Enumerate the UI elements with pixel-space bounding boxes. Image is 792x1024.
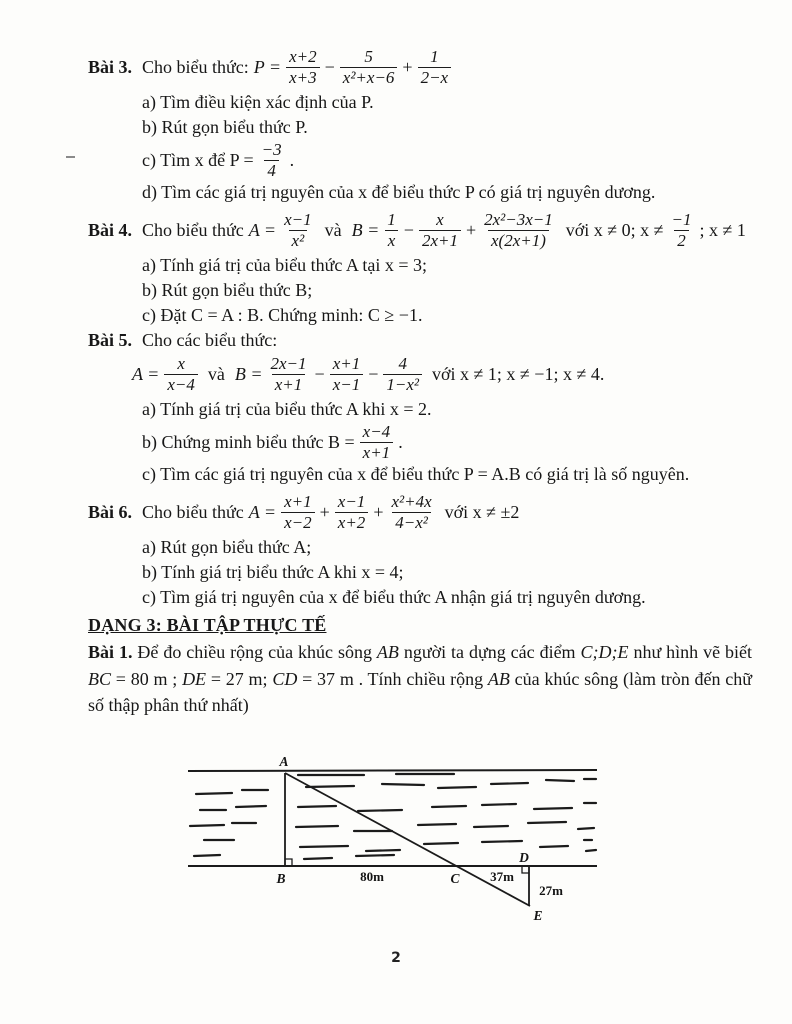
fraction — [388, 492, 434, 531]
fraction — [286, 47, 320, 86]
fraction-numerator: 1 — [430, 47, 439, 67]
fraction-denominator: x — [385, 230, 399, 250]
math-operator: − — [314, 363, 325, 384]
math-operator: + — [319, 501, 330, 522]
math-condition: ; x ≠ 1 — [699, 219, 746, 240]
exercise-5-item-a: a) Tính giá trị của biểu thức A khi x = 2. — [142, 399, 432, 419]
exercise-3-intro: Cho biểu thức: — [142, 56, 249, 77]
exercise-3-item-d: d) Tìm các giá trị nguyên của x để biểu thức P có giá trị nguyên dương. — [142, 182, 656, 202]
exercise-4-item-a: a) Tính giá trị của biểu thức A tại x = 3; — [142, 255, 428, 275]
exercise-3-item-b: b) Rút gọn biểu thức P. — [142, 117, 308, 137]
fraction-numerator: −1 — [671, 210, 692, 230]
math-var: BC — [88, 668, 112, 689]
exercise-5-items — [142, 397, 752, 487]
exercise-4-statement — [88, 207, 752, 253]
fraction-denominator: x−4 — [164, 374, 198, 394]
fraction-denominator: x+2 — [335, 512, 369, 532]
label-de-27m: 27m — [539, 883, 563, 898]
river-bank-top-line — [188, 770, 597, 771]
fraction-denominator: 2 — [674, 230, 689, 250]
math-var: CD — [272, 668, 298, 689]
exercise-4-item-b: b) Rút gọn biểu thức B; — [142, 280, 313, 300]
exercise-6-item-c: c) Tìm giá trị nguyên của x để biểu thức A nhận giá trị nguyên dương. — [142, 587, 646, 607]
exercise-6-intro: Cho biểu thức — [142, 501, 244, 522]
problem-text: như hình vẽ biết — [628, 642, 752, 662]
exercise-4-label: Bài 4. — [88, 219, 133, 240]
fraction-numerator: 2x²−3x−1 — [484, 210, 553, 230]
fraction-denominator: 4−x² — [392, 512, 431, 532]
point-label-e: E — [533, 908, 543, 923]
fraction-numerator: x+1 — [332, 354, 361, 374]
fraction-numerator: 2x−1 — [270, 354, 307, 374]
point-label-a: A — [279, 754, 289, 769]
math-operator: − — [324, 56, 335, 77]
problem-text: người ta dựng các điểm — [398, 642, 581, 662]
math-connector: và — [324, 219, 342, 240]
fraction — [330, 354, 364, 393]
section-heading-dang-3: DẠNG 3: BÀI TẬP THỰC TẾ — [88, 615, 327, 635]
exercise-5-statement — [88, 330, 752, 351]
math-condition: với x ≠ 0; x ≠ — [565, 219, 664, 240]
fraction-numerator: −3 — [261, 140, 282, 160]
fraction-numerator: x — [177, 354, 185, 374]
problem-label: Bài 1. — [88, 642, 133, 662]
item-text: c) Tìm x để P = — [142, 149, 254, 170]
page-number: 2 — [391, 950, 401, 966]
scan-artifact-dash — [66, 156, 75, 158]
math-token: A = — [132, 363, 160, 384]
exercise-6 — [88, 489, 752, 610]
fraction-denominator: x+3 — [286, 67, 320, 87]
fraction — [281, 210, 315, 249]
exercise-5-item-b — [142, 422, 752, 462]
exercise-6-label: Bài 6. — [88, 501, 133, 522]
exercise-5-item-c: c) Tìm các giá trị nguyên của x để biểu thức P = A.B có giá trị là số nguyên. — [142, 464, 690, 484]
fraction-denominator: 2−x — [418, 67, 452, 87]
problem-text: = 37 m . Tính chiều rộng — [297, 668, 488, 689]
problem-text: của khúc sông (làm tròn đến chữ số thập phân thứ nhất) — [88, 668, 753, 715]
math-var: C;D;E — [580, 642, 629, 662]
worksheet-content — [88, 44, 752, 737]
math-token: A = — [248, 219, 277, 240]
label-cd-37m: 37m — [490, 869, 514, 884]
math-var: DE — [182, 668, 207, 689]
exercise-3 — [88, 44, 752, 205]
problem-text: = 80 m ; — [111, 668, 183, 689]
exercise-4-intro: Cho biểu thức — [142, 219, 244, 240]
fraction-denominator: x² — [289, 230, 308, 250]
fraction — [335, 492, 369, 531]
item-text: b) Chứng minh biểu thức B = — [142, 431, 355, 452]
fraction-numerator: x+2 — [289, 47, 317, 67]
fraction — [164, 354, 198, 393]
fraction — [383, 354, 422, 393]
water-dashes — [190, 774, 596, 859]
fraction-denominator: x(2x+1) — [488, 230, 549, 250]
word-problem-bai-1 — [88, 639, 752, 719]
exercise-3-item-a: a) Tìm điều kiện xác định của P. — [142, 92, 374, 112]
math-operator: + — [402, 56, 413, 77]
fraction-numerator: x−1 — [337, 492, 366, 512]
fraction-denominator: x²+x−6 — [340, 67, 398, 87]
exercise-6-item-a: a) Rút gọn biểu thức A; — [142, 537, 312, 557]
math-operator: + — [373, 501, 384, 522]
exercise-3-label: Bài 3. — [88, 56, 133, 77]
fraction-denominator: x+1 — [360, 442, 394, 462]
fraction-numerator: 4 — [398, 354, 407, 374]
fraction-numerator: 5 — [364, 47, 373, 67]
math-operator: − — [403, 219, 414, 240]
fraction-numerator: x²+4x — [391, 492, 432, 512]
point-label-b: B — [276, 871, 286, 886]
fraction — [481, 210, 556, 249]
fraction-denominator: 4 — [264, 160, 279, 180]
fraction-numerator: 1 — [387, 210, 396, 230]
right-angle-mark-b — [285, 859, 292, 866]
fraction-numerator: x−4 — [362, 422, 391, 442]
fraction — [340, 47, 398, 86]
exercise-5 — [88, 330, 752, 487]
fraction — [418, 47, 452, 86]
fraction-denominator: x−1 — [330, 374, 364, 394]
fraction — [669, 210, 695, 249]
fraction-denominator: 1−x² — [383, 374, 422, 394]
math-condition: với x ≠ ±2 — [444, 501, 520, 522]
math-operator: + — [465, 219, 477, 240]
exercise-4-items — [142, 253, 752, 328]
fraction-denominator: 2x+1 — [419, 230, 461, 250]
fraction-numerator: x−1 — [284, 210, 312, 230]
fraction-numerator: x — [436, 210, 444, 230]
exercise-3-item-c — [142, 140, 752, 180]
exercise-3-items — [142, 90, 752, 205]
fraction — [384, 210, 399, 249]
right-angle-mark-d — [522, 866, 529, 873]
fraction — [281, 492, 315, 531]
exercise-5-label: Bài 5. — [88, 330, 133, 350]
point-label-d: D — [519, 850, 529, 865]
exercise-6-statement — [88, 489, 752, 535]
math-token: B = — [234, 363, 263, 384]
math-operator: − — [368, 363, 379, 384]
exercise-3-statement — [88, 44, 752, 90]
point-label-c: C — [450, 871, 460, 886]
math-var: AB — [487, 668, 510, 689]
exercise-6-item-b: b) Tính giá trị biểu thức A khi x = 4; — [142, 562, 404, 582]
label-bc-80m: 80m — [360, 869, 384, 884]
fraction-denominator: x+1 — [272, 374, 306, 394]
exercise-5-intro: Cho các biểu thức: — [142, 330, 278, 350]
exercise-5-formula — [132, 351, 752, 397]
math-condition: với x ≠ 1; x ≠ −1; x ≠ 4. — [432, 363, 605, 384]
item-text: . — [289, 149, 295, 170]
fraction — [419, 210, 461, 249]
item-text: . — [398, 431, 403, 452]
river-diagram — [186, 750, 606, 930]
fraction — [259, 140, 285, 179]
math-var: AB — [376, 642, 399, 662]
problem-text: = 27 m; — [206, 668, 273, 689]
math-token: B = — [351, 219, 380, 240]
fraction — [268, 354, 310, 393]
fraction-denominator: x−2 — [281, 512, 315, 532]
segment-ae-diagonal — [285, 773, 530, 906]
problem-text: Để đo chiều rộng của khúc sông — [132, 642, 377, 662]
exercise-6-items — [142, 535, 752, 610]
exercise-4 — [88, 207, 752, 328]
exercise-4-item-c: c) Đặt C = A : B. Chứng minh: C ≥ −1. — [142, 305, 423, 325]
math-token: P = — [253, 56, 282, 77]
math-token: A = — [248, 501, 277, 522]
fraction-numerator: x+1 — [284, 492, 312, 512]
fraction — [360, 422, 394, 461]
math-connector: và — [207, 363, 225, 384]
